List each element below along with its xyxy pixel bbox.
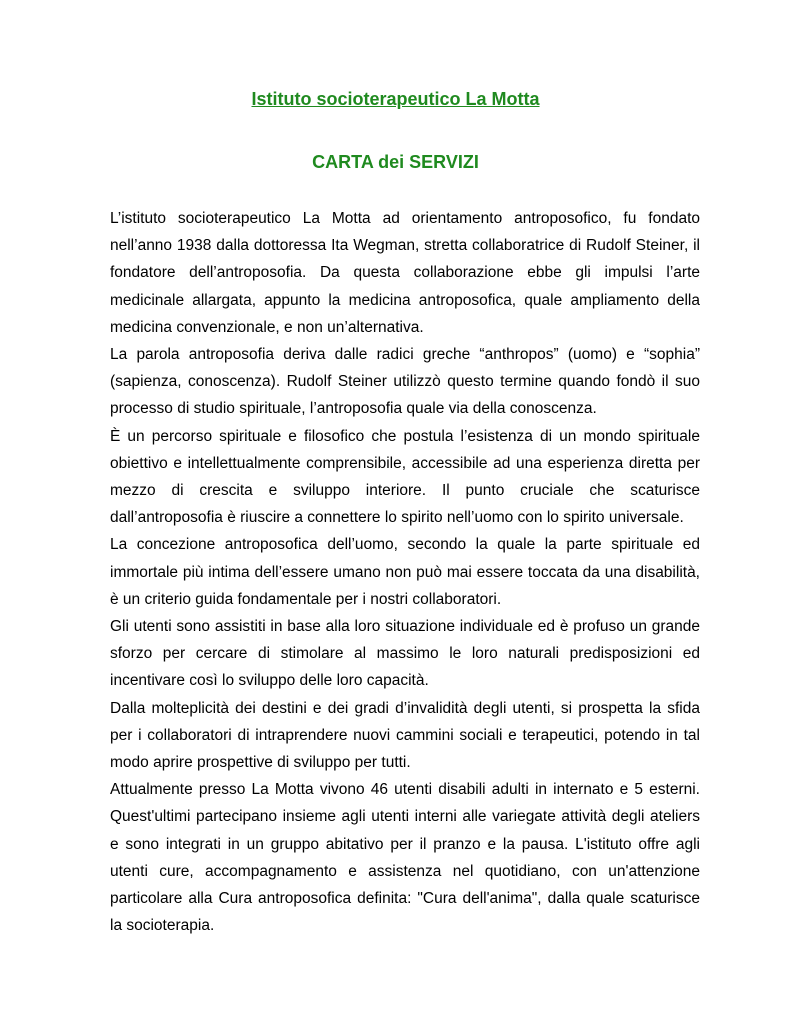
paragraph-spiritual-path: È un percorso spirituale e filosofico che postula l’esistenza di un mondo spirituale obiettivo e intellettualmente comprensibile, accessibile ad una esperienza diretta per mezzo di crescita e sviluppo interiore. Il punto cruciale che scaturisce dall’antroposofia è riuscire a connettere lo spirito nell’uomo con lo spirito universale.: [110, 427, 700, 527]
document-title: Istituto socioterapeutico La Motta: [251, 89, 540, 109]
paragraph-etymology: La parola antroposofia deriva dalle radici greche “anthropos” (uomo) e “sophia” (sapienza, conoscenza). Rudolf Steiner utilizzò questo termine quando fondò il suo processo di studio spirituale, l’antroposofia quale via della conoscenza.: [110, 346, 700, 418]
paragraph-destinies: Dalla molteplicità dei destini e dei gradi d’invalidità degli utenti, si prospetta la sfida per i collaboratori di intraprendere nuovi cammini sociali e terapeutici, potendo in tal modo aprire prospettive di sviluppo per tutti.: [110, 699, 700, 772]
paragraph-current: Attualmente presso La Motta vivono 46 utenti disabili adulti in internato e 5 esterni. Quest'ultimi partecipano insieme agli utenti interni alle variegate attività degli ateliers e sono integrati in un gruppo abitativo per il pranzo e la pausa. L'istituto offre agli utenti cure, accompagnamento e assistenza nel quotidiano, con un'attenzione particolare alla Cura antroposofica definita: "Cura dell'anima", dalla quale scaturisce la socioterapia.: [110, 781, 700, 935]
document-body: [110, 205, 700, 939]
paragraph-users: Gli utenti sono assistiti in base alla loro situazione individuale ed è profuso un grande sforzo per cercare di stimolare al massimo le loro naturali predisposizioni ed incentivare così lo sviluppo delle loro capacità.: [110, 618, 700, 690]
paragraph-history: L’istituto socioterapeutico La Motta ad orientamento antroposofico, fu fondato nell’anno 1938 dalla dottoressa Ita Wegman, stretta collaboratrice di Rudolf Steiner, il fondatore dell’antroposofia. Da questa collaborazione ebbe gli impulsi l’arte medicinale allargata, appunto la medicina antroposofica, quale ampliamento della medicina convenzionale, e non un’alternativa.: [110, 210, 700, 336]
document-subtitle: CARTA dei SERVIZI: [312, 152, 479, 172]
paragraph-conception: La concezione antroposofica dell’uomo, secondo la quale la parte spirituale ed immortale più intima dell’essere umano non può mai essere toccata da una disabilità, è un criterio guida fondamentale per i nostri collaboratori.: [110, 536, 700, 608]
